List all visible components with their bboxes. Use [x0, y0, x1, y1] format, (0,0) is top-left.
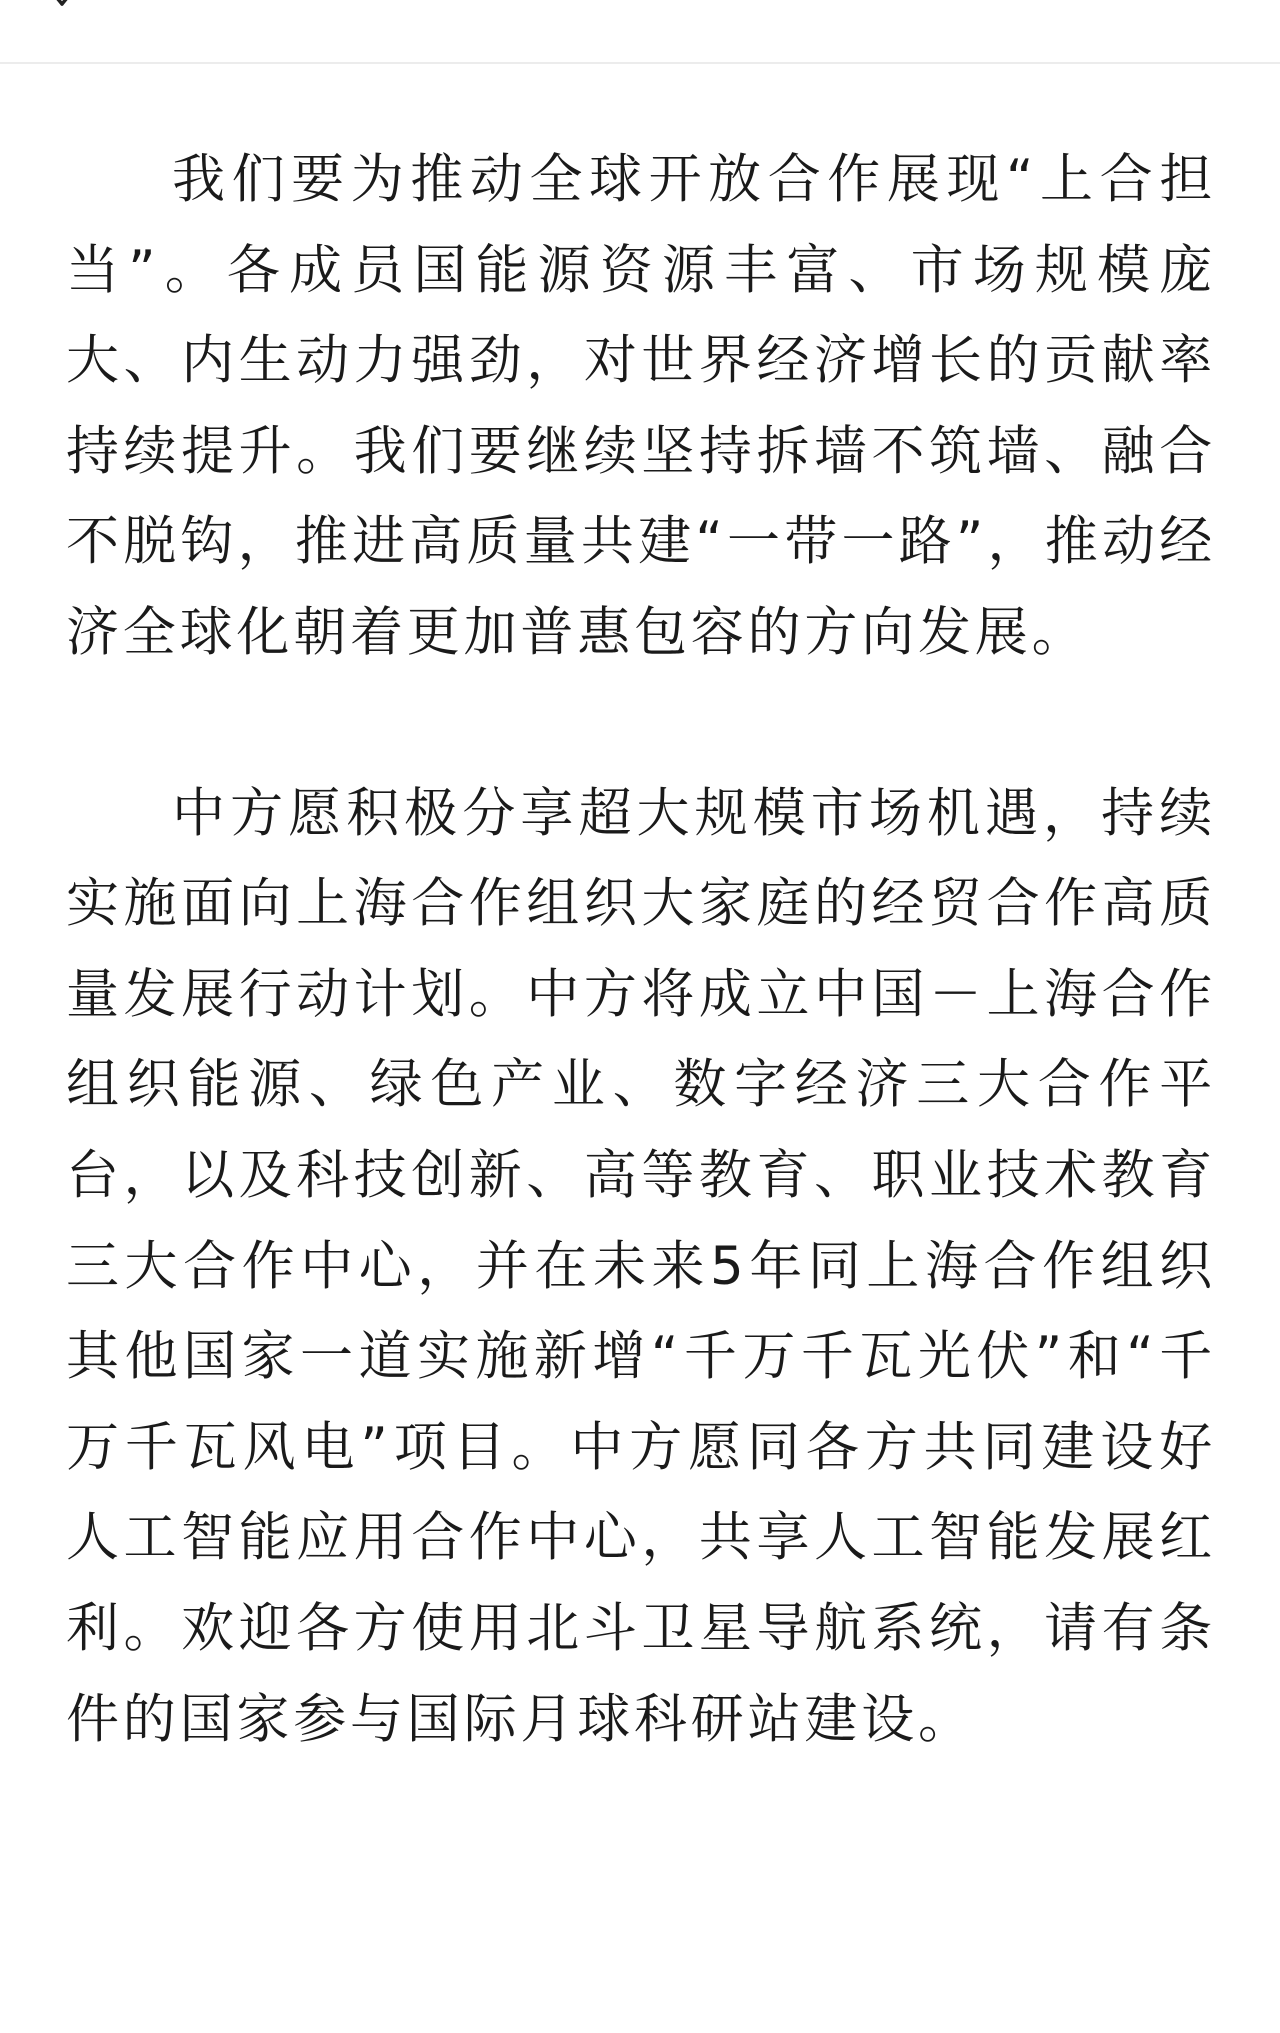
article-paragraph: 中方愿积极分享超大规模市场机遇，持续实施面向上海合作组织大家庭的经贸合作高质量发展行动计划。中方将成立中国－上海合作组织能源、绿色产业、数字经济三大合作平台，以及科技创新、高等教育、职业技术教育三大合作中心，并在未来5年同上海合作组织其他国家一道实施新增“千万千瓦光伏”和“千万千瓦风电”项目。中方愿同各方共同建设好人工智能应用合作中心，共享人工智能发展红利。欢迎各方使用北斗卫星导航系统，请有条件的国家参与国际月球科研站建设。 — [66, 782, 1216, 1750]
article-body — [66, 135, 1216, 1855]
top-bar — [0, 0, 1280, 64]
close-icon — [40, 0, 88, 12]
article-paragraph: 我们要为推动全球开放合作展现“上合担当”。各成员国能源资源丰富、市场规模庞大、内生动力强劲，对世界经济增长的贡献率持续提升。我们要继续坚持拆墙不筑墙、融合不脱钩，推进高质量共建“一带一路”，推动经济全球化朝着更加普惠包容的方向发展。 — [66, 149, 1216, 663]
close-button[interactable] — [40, 0, 88, 12]
